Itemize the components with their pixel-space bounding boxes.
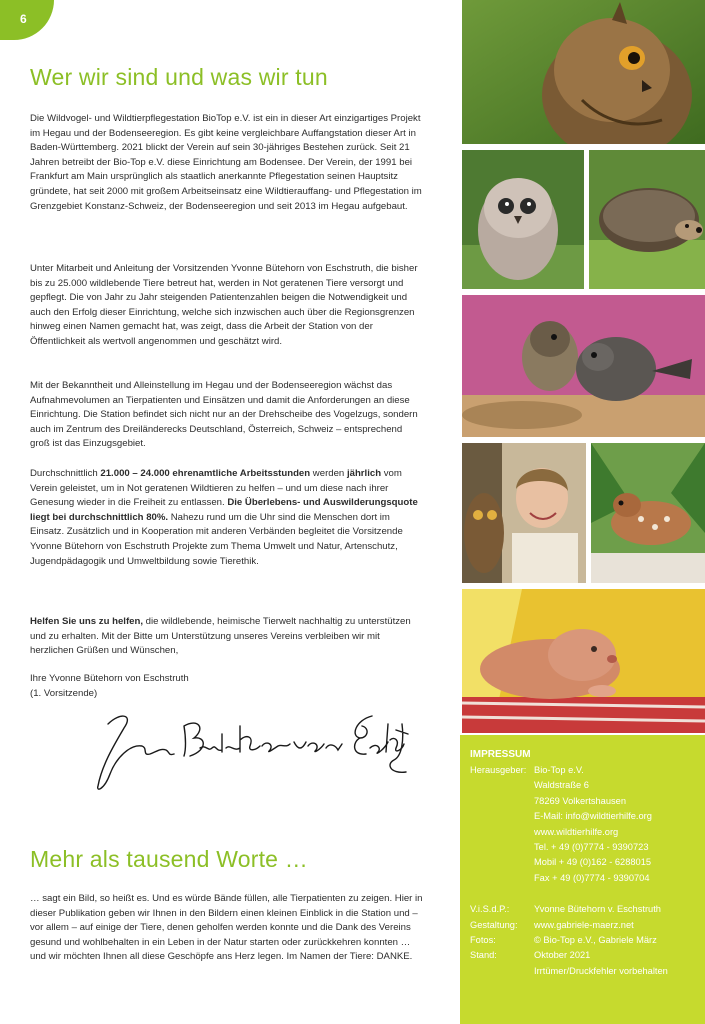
impressum-value: E-Mail: info@wildtierhilfe.org xyxy=(534,811,652,822)
impressum-label: Fotos: xyxy=(470,935,496,946)
eagle-owl-icon xyxy=(462,0,705,144)
impressum-contact-rows xyxy=(470,763,693,886)
impressum-box xyxy=(460,735,705,1024)
impressum-label xyxy=(470,825,534,840)
impressum-credit-rows xyxy=(470,902,693,979)
text-bold-appeal: Helfen Sie uns zu helfen, xyxy=(30,616,144,627)
impressum-value: www.wildtierhilfe.org xyxy=(534,826,619,837)
impressum-row xyxy=(470,933,693,948)
impressum-row xyxy=(470,809,693,824)
hedgehog-icon xyxy=(589,150,705,289)
impressum-value: Irrtümer/Druckfehler vorbehalten xyxy=(534,965,668,976)
impressum-row xyxy=(470,948,693,963)
text-run: werden xyxy=(310,468,347,479)
closing-block xyxy=(30,672,423,701)
impressum-label: Gestaltung: xyxy=(470,919,518,930)
fawn-photo xyxy=(591,443,705,583)
paragraph-pictures: … sagt ein Bild, so heißt es. Und es würde Bände füllen, alle Tierpatienten zu zeigen. Hier in dieser Publikation geben wir Ihnen in den Bildern einen kleinen Einblick in die Station und – vor allem – auf einige der Tiere, denen geholfen werden konnte und die Dank des Vereins gesund und wohlbehalten in ein Leben in der Natur starten oder zurückkehren konnten … und wir möchten Ihnen all diese Geschöpfe ans Herz legen. Im Namen der Tiere: DANKE. xyxy=(30,893,423,963)
impressum-label xyxy=(470,778,534,793)
impressum-row xyxy=(470,855,693,870)
section-heading-who-we-are: Wer wir sind und was wir tun xyxy=(30,64,328,90)
impressum-label xyxy=(470,840,534,855)
impressum-row xyxy=(470,763,693,778)
closing-name: Ihre Yvonne Bütehorn von Eschstruth xyxy=(30,673,189,684)
owlet-icon xyxy=(462,150,584,289)
impressum-label: Herausgeber: xyxy=(470,765,527,775)
impressum-value: Tel. + 49 (0)7774 - 9390723 xyxy=(534,842,649,853)
eagle-owl-photo xyxy=(462,0,705,144)
squirrel-photo xyxy=(462,589,705,733)
page-number-badge xyxy=(0,0,54,40)
songbirds-icon xyxy=(462,295,705,437)
impressum-title: IMPRESSUM xyxy=(470,749,531,760)
impressum-value: www.gabriele-maerz.net xyxy=(534,919,634,930)
impressum-value: Mobil + 49 (0)162 - 6288015 xyxy=(534,857,652,868)
section-heading-more-than-words: Mehr als tausend Worte … xyxy=(30,846,308,872)
text-bold-hours: 21.000 – 24.000 ehrenamtliche Arbeitsstunden xyxy=(100,468,311,479)
text-bold-survival-rate: Die Überlebens- und Auswilderungsquote liegt bei durchschnittlich 80%. xyxy=(30,497,418,523)
impressum-row xyxy=(470,902,693,917)
woman-owl-icon xyxy=(462,443,586,583)
text-run: vom Verein geleistet, um in Not geratenen Wildtieren zu helfen – und um diese nach ihrer Genesung wieder in die Freiheit zu entlassen. xyxy=(30,468,402,509)
baby-squirrel-icon xyxy=(462,589,705,733)
paragraph-care: Unter Mitarbeit und Anleitung der Vorsitzenden Yvonne Bütehorn von Eschstruth, die bisher bis zu 25.000 wildlebende Tiere betreut hat, werden in Not geratenen Tiere versorgt und gepflegt. Die von Jahr zu Jahr steigenden Patientenzahlen beigen die Notwendigkeit und auch den Erfolg dieser Einrichtung, welche sich inzwischen auch über die Regionsgrenzen hinweg einen Namen gemacht hat, was zeigt, dass die Arbeit der Station von der Öffentlichkeit als wertvoll angenommen und geschätzt wird. xyxy=(30,263,418,347)
paragraph-intro: Die Wildvogel- und Wildtierpflegestation BioTop e.V. ist ein in dieser Art einzigartiges Projekt im Hegau und der Bodenseeregion. Es gibt keine vergleichbare Auffangstation dieser Art in Baden-Württemberg. 2021 blickt der Verein auf sein 30-jähriges Bestehen zurück. Seit 21 Jahren betreibt der Bio-Top e.V. diese Einrichtung am Bodensee. Der Verein, der 1991 bei Frankfurt am Main ursprünglich als staatlich anerkannte Pflegestation seinen Hauptsitz gründete, hat seit 2000 mit großem Arbeitseinsatz eine Wildtierauffang- und Pflegestation im Grenzgebiet Konstanz-Schweiz, der Bodenseeregion und seit 2013 im Hegau aufgebaut. xyxy=(30,113,422,212)
text-bold-yearly: jährlich xyxy=(346,468,382,479)
impressum-row xyxy=(470,964,693,979)
paragraph-appeal xyxy=(30,615,423,659)
text-run: Nahezu rund um die Uhr sind die Menschen dort im Einsatz. Zusätzlich und in Kooperation mit anderen Verbänden begleitet die Vorsitzende Yvonne Bütehorn von Eschstruth Projekte zum Thema Umwelt und Natur, Artenschutz, Jugendpädagogik und Umweltbildung sowie Tierethik. xyxy=(30,511,403,567)
birds-on-wood-photo xyxy=(462,295,705,437)
paragraph-region: Mit der Bekanntheit und Alleinstellung im Hegau und der Bodenseeregion wächst das Aufnahmevolumen an Tierpatienten und Einsätzen und damit die Anforderungen an diese Einrichtung. Die Station befindet sich nicht nur an der Drehscheibe des Vogelzugs, sondern auch im Zentrum des Dreiländerecks Deutschland, Österreich, Schweiz – entsprechend groß ist das Einzugsgebiet. xyxy=(30,380,418,450)
impressum-row xyxy=(470,825,693,840)
text-run: Durchschnittlich xyxy=(30,468,101,479)
impressum-value: Bio-Top e.V. xyxy=(534,765,584,775)
impressum-label xyxy=(470,794,534,809)
page-number: 6 xyxy=(20,12,27,26)
impressum-label: Stand: xyxy=(470,950,497,961)
handwritten-signature xyxy=(90,704,410,794)
owlet-photo xyxy=(462,150,584,289)
hedgehog-photo xyxy=(589,150,705,289)
closing-role: (1. Vorsitzende) xyxy=(30,687,98,699)
impressum-row xyxy=(470,778,693,793)
impressum-value: Oktober 2021 xyxy=(534,950,591,961)
impressum-row xyxy=(470,918,693,933)
impressum-label xyxy=(470,964,534,979)
impressum-row xyxy=(470,794,693,809)
impressum-value: Waldstraße 6 xyxy=(534,780,589,791)
impressum-label xyxy=(470,871,534,886)
impressum-label xyxy=(470,809,534,824)
impressum-row xyxy=(470,840,693,855)
paragraph-volunteer-hours xyxy=(30,467,423,569)
fawn-icon xyxy=(591,443,705,583)
impressum-spacer xyxy=(470,886,693,902)
impressum-value: Fax + 49 (0)7774 - 9390704 xyxy=(534,872,650,883)
impressum-value: Yvonne Bütehorn v. Eschstruth xyxy=(534,904,661,915)
impressum-value: © Bio-Top e.V., Gabriele März xyxy=(534,935,657,946)
impressum-label: V.i.S.d.P.: xyxy=(470,904,510,915)
text-run: die wildlebende, heimische Tierwelt nachhaltig zu unterstützen und zu erhalten. Mit der Bitte um Unterstützung unseres Vereins verbleiben wir mit herzlichen Grüßen und Wünschen, xyxy=(30,616,411,657)
woman-with-owl-photo xyxy=(462,443,586,583)
impressum-value: 78269 Volkertshausen xyxy=(534,795,627,806)
impressum-row xyxy=(470,871,693,886)
impressum-label xyxy=(470,855,534,870)
